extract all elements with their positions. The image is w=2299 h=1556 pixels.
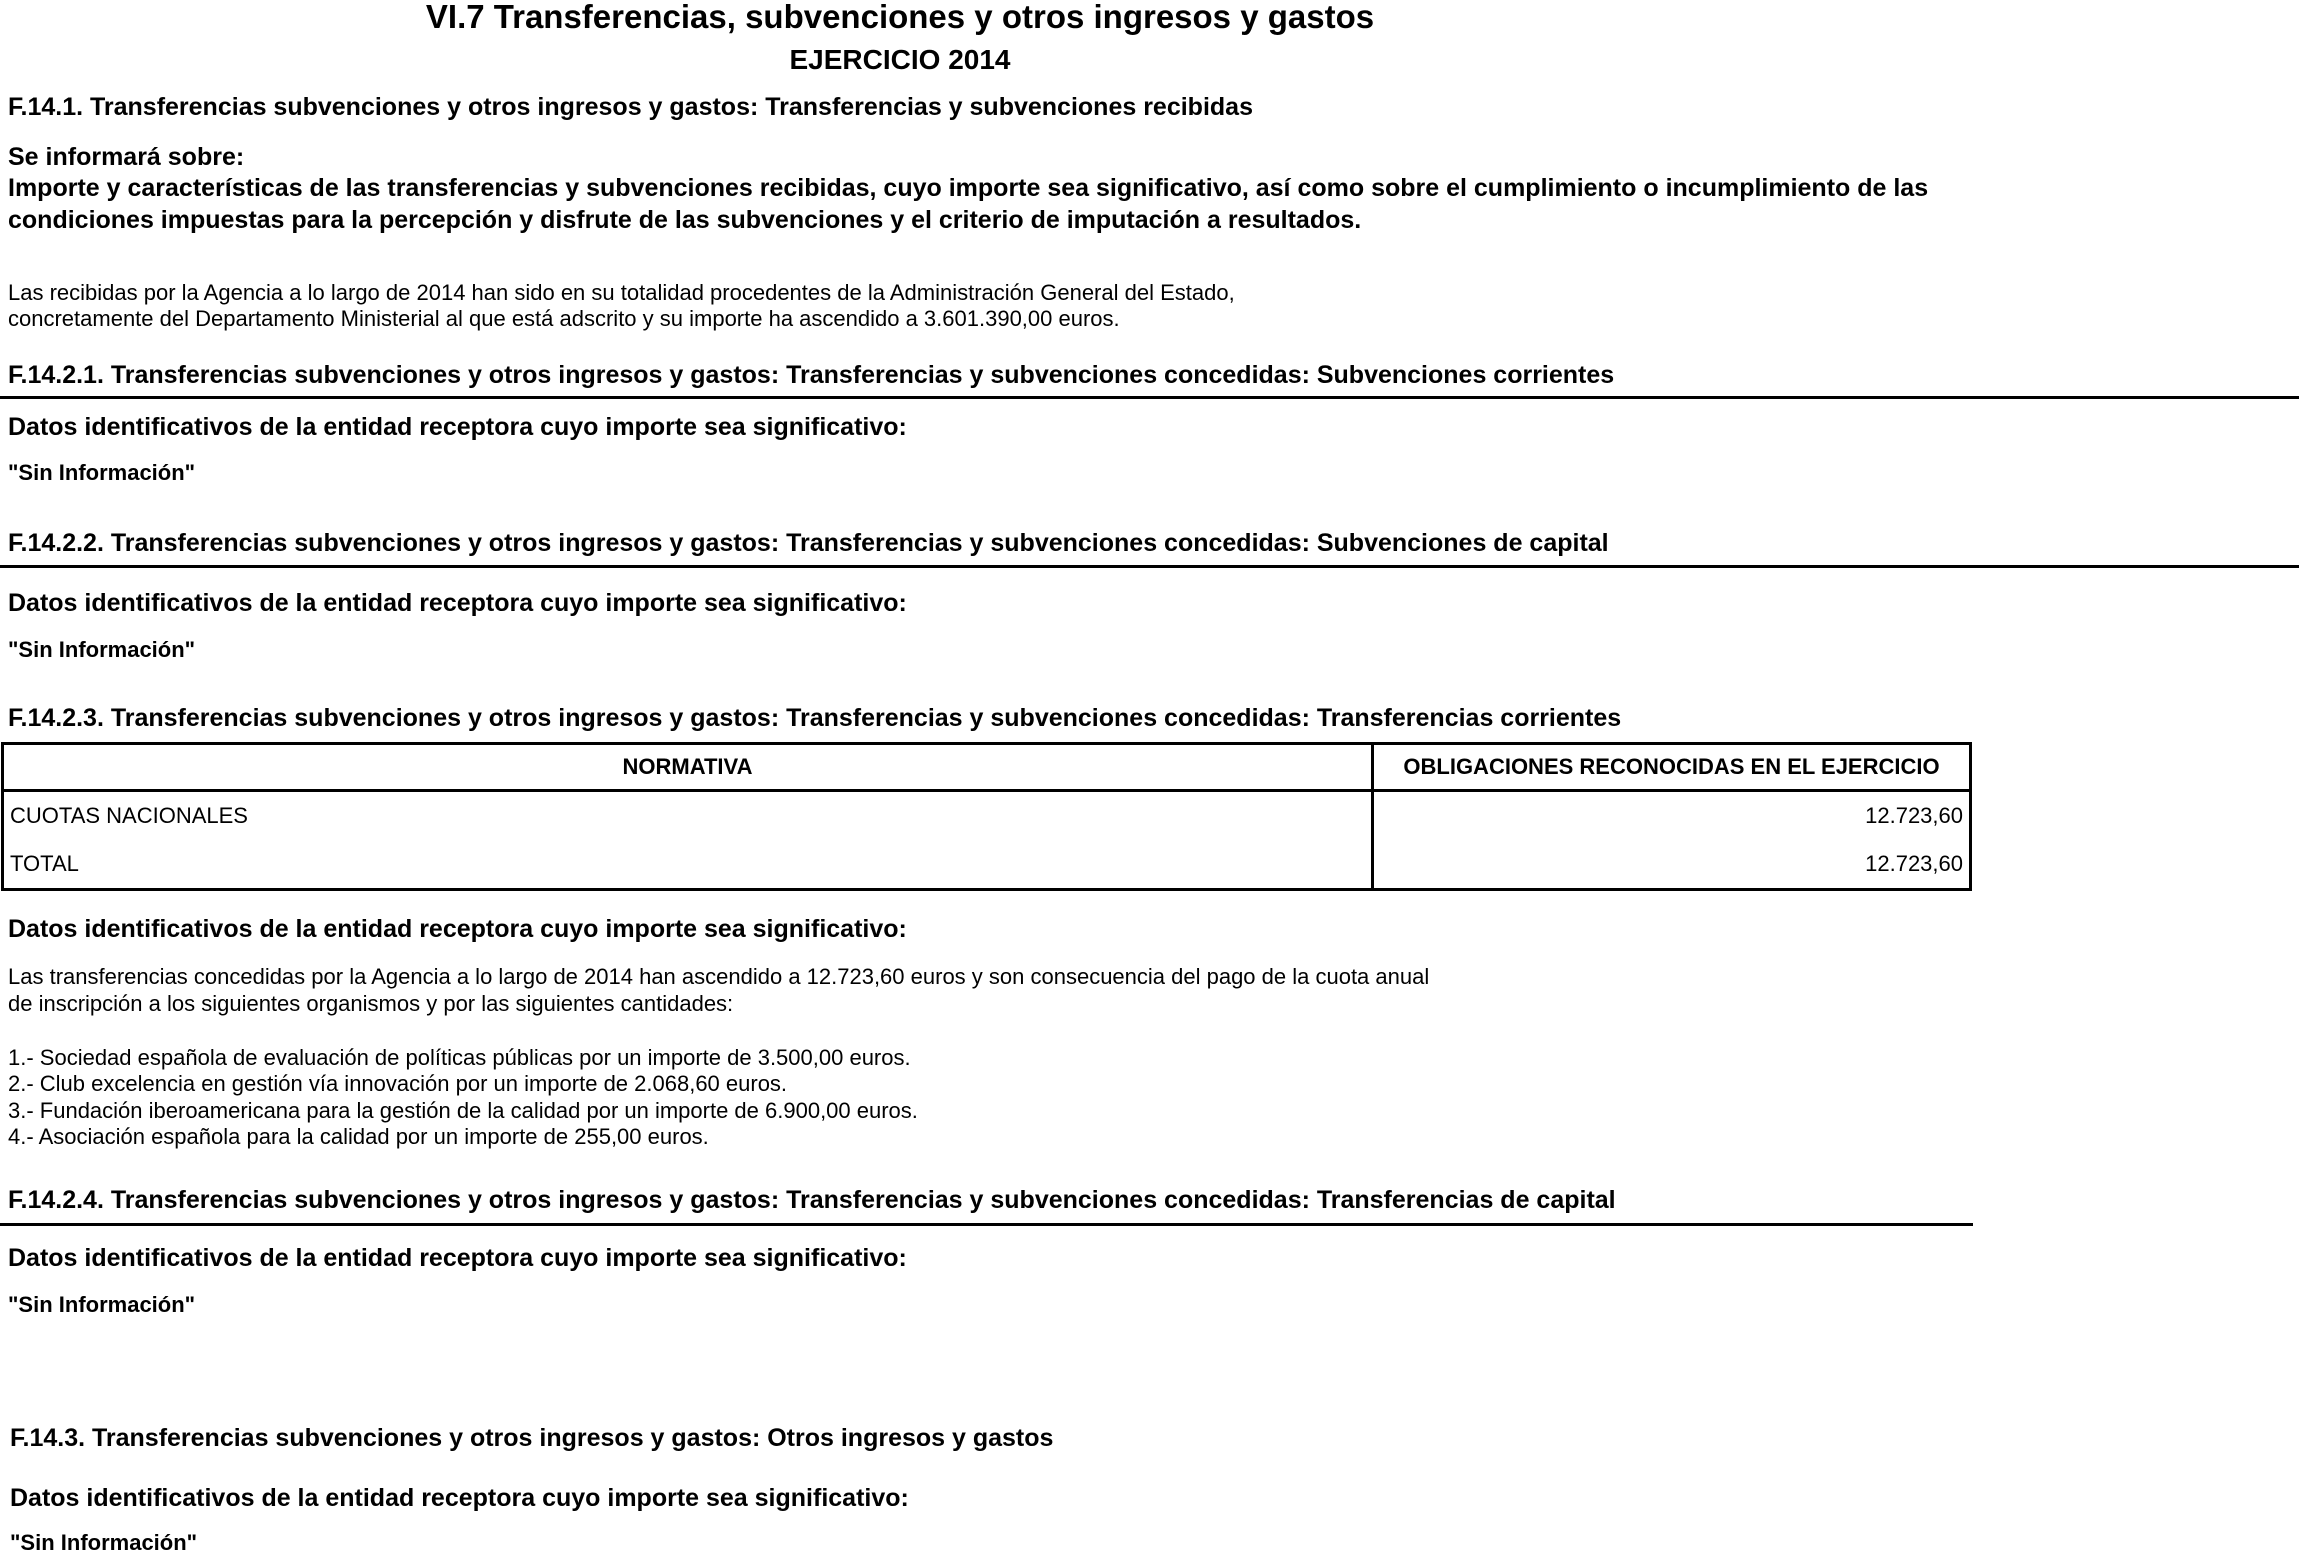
datos-label: Datos identificativos de la entidad receptora cuyo importe sea significativo: xyxy=(8,413,907,441)
list-item: 1.- Sociedad española de evaluación de políticas públicas por un importe de 3.500,00 euros. xyxy=(8,1045,911,1070)
section-divider xyxy=(0,565,2299,568)
datos-label: Datos identificativos de la entidad receptora cuyo importe sea significativo: xyxy=(8,589,907,617)
received-text-line-1: Las recibidas por la Agencia a lo largo de 2014 han sido en su totalidad procedentes de la Administración General del Estado, xyxy=(8,280,1235,305)
section-divider xyxy=(0,396,2299,399)
section-divider xyxy=(0,1223,1973,1226)
row-label: CUOTAS NACIONALES xyxy=(3,791,1373,841)
inform-line-1: Importe y características de las transferencias y subvenciones recibidas, cuyo importe sea significativo, así como sobre el cumplimiento o incumplimiento de las xyxy=(8,174,1929,202)
datos-label: Datos identificativos de la entidad receptora cuyo importe sea significativo: xyxy=(10,1484,909,1512)
inform-line-2: condiciones impuestas para la percepción y disfrute de las subvenciones y el criterio de imputación a resultados. xyxy=(8,206,1362,234)
page-subtitle: EJERCICIO 2014 xyxy=(789,44,1011,75)
section-heading-f14-2-4: F.14.2.4. Transferencias subvenciones y otros ingresos y gastos: Transferencias y subvenciones concedidas: Transferencias de capital xyxy=(8,1186,1616,1214)
section-heading-f14-1: F.14.1. Transferencias subvenciones y otros ingresos y gastos: Transferencias y subvenciones recibidas xyxy=(8,93,1253,121)
list-item: 4.- Asociación española para la calidad por un importe de 255,00 euros. xyxy=(8,1124,709,1149)
section-heading-f14-2-1: F.14.2.1. Transferencias subvenciones y otros ingresos y gastos: Transferencias y subvenciones concedidas: Subvenciones corrientes xyxy=(8,361,1615,389)
transfers-table xyxy=(1,742,1972,891)
column-header-obligaciones: OBLIGACIONES RECONOCIDAS EN EL EJERCICIO xyxy=(1373,744,1971,791)
no-information-value: "Sin Información" xyxy=(8,1292,196,1317)
page-title: VI.7 Transferencias, subvenciones y otros ingresos y gastos xyxy=(425,0,1375,35)
row-label: TOTAL xyxy=(3,840,1373,890)
inform-label: Se informará sobre: xyxy=(8,143,245,171)
no-information-value: "Sin Información" xyxy=(10,1530,198,1555)
no-information-value: "Sin Información" xyxy=(8,460,196,485)
table-header-row xyxy=(3,744,1971,791)
received-text-line-2: concretamente del Departamento Ministerial al que está adscrito y su importe ha ascendido a 3.601.390,00 euros. xyxy=(8,306,1120,331)
datos-label: Datos identificativos de la entidad receptora cuyo importe sea significativo: xyxy=(8,915,907,943)
table-row-total xyxy=(3,840,1971,890)
datos-label: Datos identificativos de la entidad receptora cuyo importe sea significativo: xyxy=(8,1244,907,1272)
no-information-value: "Sin Información" xyxy=(8,637,196,662)
row-value: 12.723,60 xyxy=(1865,803,1963,828)
section-heading-f14-2-2: F.14.2.2. Transferencias subvenciones y otros ingresos y gastos: Transferencias y subvenciones concedidas: Subvenciones de capital xyxy=(8,529,1609,557)
list-item: 2.- Club excelencia en gestión vía innovación por un importe de 2.068,60 euros. xyxy=(8,1071,788,1096)
section-heading-f14-2-3: F.14.2.3. Transferencias subvenciones y otros ingresos y gastos: Transferencias y subvenciones concedidas: Transferencias corrientes xyxy=(8,704,1622,732)
section-heading-f14-3: F.14.3. Transferencias subvenciones y otros ingresos y gastos: Otros ingresos y gastos xyxy=(10,1424,1054,1452)
column-header-normativa: NORMATIVA xyxy=(3,744,1373,791)
transfers-text-line-1: Las transferencias concedidas por la Agencia a lo largo de 2014 han ascendido a 12.723,60 euros y son consecuencia del pago de la cuota anual xyxy=(8,964,1430,989)
row-value: 12.723,60 xyxy=(1865,851,1963,876)
transfers-text-line-2: de inscripción a los siguientes organismos y por las siguientes cantidades: xyxy=(8,991,734,1016)
table-row xyxy=(3,791,1971,841)
list-item: 3.- Fundación iberoamericana para la gestión de la calidad por un importe de 6.900,00 euros. xyxy=(8,1098,918,1123)
